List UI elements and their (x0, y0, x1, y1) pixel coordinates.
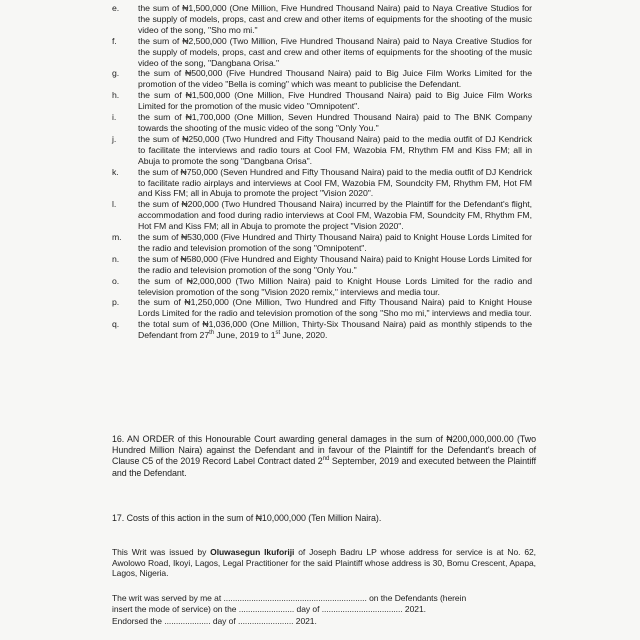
list-item (112, 254, 532, 276)
item-text: the sum of ₦580,000 (Five Hundred and Eighty Thousand Naira) paid to Knight House Lords Limited for the radio and television promotion of the song "Only You." (138, 253, 532, 275)
item-text: the sum of ₦2,000,000 (Two Million Naira) paid to Knight House Lords Limited for the radio and television promotion of the song "Vision 2020 remix," interviews and media tour. (138, 275, 532, 297)
list-item (112, 319, 532, 341)
list-item (112, 134, 532, 167)
paragraph-16-text-end: September, 2019 and executed between the Plaintiff and the Defendant. (112, 456, 536, 478)
item-text-part: the total sum of ₦1,036,000 (One Million, Thirty-Six Thousand Naira) paid as monthly stipends to the Defendant from 27 (138, 319, 532, 341)
list-item (112, 167, 532, 200)
item-letter: e. (112, 3, 120, 13)
item-letter: k. (112, 166, 119, 177)
item-letter: l. (112, 199, 117, 210)
service-line: The writ was served by me at .............................................................. on the Defendants (herein (112, 593, 467, 603)
item-text: the sum of ₦2,500,000 (Two Million, Five Hundred Thousand Naira) paid to Naya Creative Studios for the supply of models, props, cast and crew and other items of equipments for the shooting of the music video of the song, "Dangbana Orisa." (138, 35, 532, 68)
item-text: the sum of ₦500,000 (Five Hundred Thousand Naira) paid to Big Juice Film Works Limited for the promotion of the video "Bella is coming" which was meant to publicise the Defendant. (138, 68, 532, 90)
item-letter: q. (112, 319, 120, 330)
writ-prefix: This Writ was issued by (112, 547, 211, 557)
item-letter: o. (112, 275, 120, 286)
list-item (112, 68, 532, 90)
ordinal-suffix: th (209, 330, 215, 337)
item-letter: i. (112, 112, 117, 123)
list-item (112, 276, 532, 298)
item-letter: m. (112, 232, 122, 243)
list-item (112, 297, 532, 319)
paragraph-16 (112, 434, 536, 479)
item-text: the sum of ₦1,500,000 (One Million, Five Hundred Thousand Naira) paid to Big Juice Film Works Limited for the promotion of the music video "Omnipotent". (138, 90, 532, 112)
service-line: insert the mode of service) on the ........................ day of ................................... 2021. (112, 604, 426, 615)
list-item (112, 199, 532, 232)
item-letter: n. (112, 253, 120, 264)
service-endorsement (112, 593, 542, 627)
list-item (112, 36, 532, 69)
item-text-part: June, 2020. (280, 330, 328, 341)
issuer-name: Oluwasegun Ikuforiji (210, 547, 295, 557)
item-text: the sum of ₦750,000 (Seven Hundred and Fifty Thousand Naira) paid to the media outfit of DJ Kendrick to facilitate radio airplays and interviews at Cool FM, Wazobia FM, Soundcity FM, Rhythm FM, Hot FM and Kiss FM; all in Abuja to promote the project "Vision 2020". (138, 166, 532, 199)
relief-items-list (112, 3, 532, 341)
ordinal-suffix: nd (322, 456, 330, 463)
list-item (112, 112, 532, 134)
item-letter: j. (112, 133, 117, 144)
writ-issued-statement (112, 547, 536, 579)
item-text: the sum of ₦1,700,000 (One Million, Seven Hundred Thousand Naira) paid to The BNK Company towards the shooting of the music video of the song "Only You." (138, 112, 532, 133)
list-item (112, 232, 532, 254)
item-letter: f. (112, 35, 117, 46)
item-text (138, 319, 532, 341)
ordinal-suffix: st (275, 330, 281, 337)
list-item (112, 3, 532, 36)
item-letter: g. (112, 68, 120, 79)
item-text: the sum of ₦1,500,000 (One Million, Five Hundred Thousand Naira) paid to Naya Creative Studios for the supply of models, props, cast and crew and other items of equipments for the shooting of the music video of the song, "Sho mo mi." (138, 3, 532, 35)
writ-rest: of Joseph Badru LP whose address for service is at No. 62, Awolowo Road, Ikoyi, Lagos, Legal Practitioner for the said Plaintiff whose address is 30, Bomu Crescent, Apapa, Lagos, Nigeria. (112, 547, 536, 579)
item-letter: p. (112, 297, 120, 308)
item-text: the sum of ₦530,000 (Five Hundred and Thirty Thousand Naira) paid to Knight House Lords Limited for the radio and television promotion of the song "Omnipotent". (138, 232, 532, 253)
item-text: the sum of ₦250,000 (Two Hundred and Fifty Thousand Naira) paid to the media outfit of DJ Kendrick to facilitate the interviews and radio tours at Cool FM, Wazobia FM, Rhythm FM and Kiss FM; all in Abuja to promote the song "Dangbana Orisa". (138, 133, 532, 166)
list-item (112, 90, 532, 112)
item-letter: h. (112, 90, 120, 101)
paragraph-17: 17. Costs of this action in the sum of ₦10,000,000 (Ten Million Naira). (112, 513, 382, 523)
item-text: the sum of ₦1,250,000 (One Million, Two Hundred and Fifty Thousand Naira) paid to Knight House Lords Limited for the radio and television promotion of the song "Sho mo mi," interviews and media tour. (138, 297, 532, 319)
endorsed-line: Endorsed the .................... day of ........................ 2021. (112, 615, 317, 626)
item-text: the sum of ₦200,000 (Two Hundred Thousand Naira) incurred by the Plaintiff for the Defendant's flight, accommodation and food during radio interviews at Cool FM, Wazobia FM, Soundcity FM, Rhythm FM, Hot FM and Kiss FM; all in Abuja to promote the project "Vision 2020". (138, 199, 532, 232)
item-text-part: June, 2019 to 1 (214, 330, 276, 341)
paragraph-16-text: 16. AN ORDER of this Honourable Court awarding general damages in the sum of ₦200,000,000.00 (Two Hundred Million Naira) against the Defendant and in favour of the Plaintiff for the Defendant's breach of Clause C5 of the 2019 Record Label Contract dated 2 (112, 434, 536, 467)
